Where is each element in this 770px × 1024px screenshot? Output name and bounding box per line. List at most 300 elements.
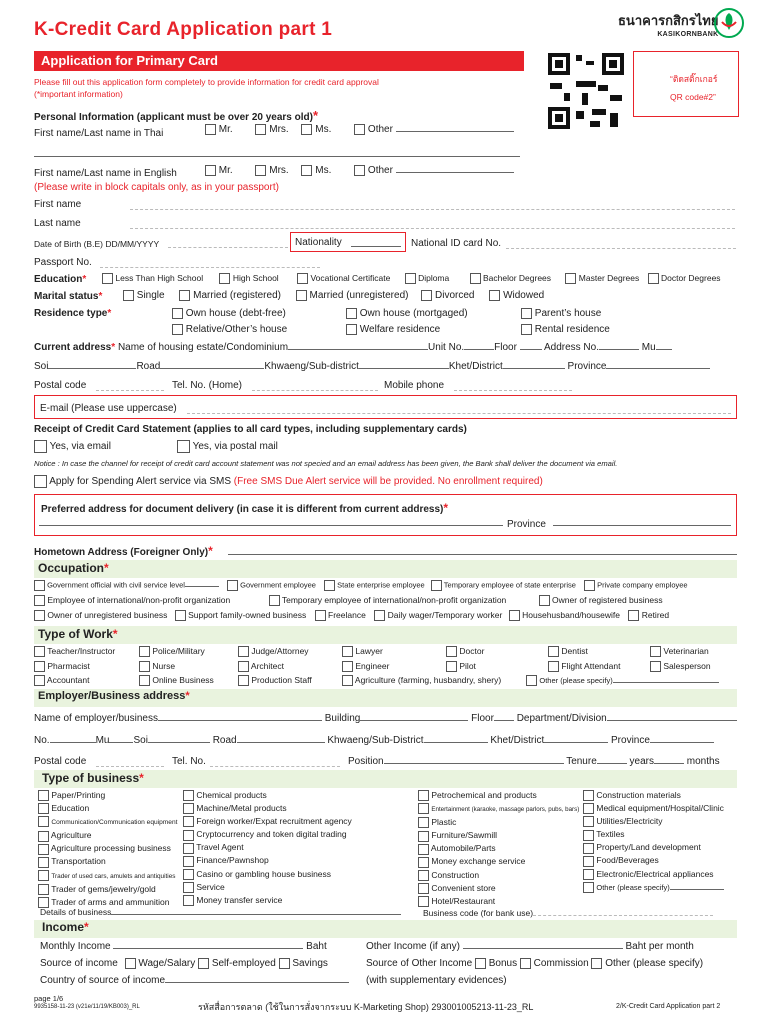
business-checkbox[interactable] (38, 816, 49, 827)
name-en-label: First name/Last name in English (34, 168, 177, 179)
employer-heading: Employer/Business address* (38, 690, 190, 702)
hometown-label: Hometown Address (Foreigner Only)* (34, 544, 213, 558)
marital-option-label: Married (registered) (193, 290, 281, 302)
work-checkbox[interactable] (34, 661, 45, 672)
unit-input[interactable] (464, 349, 494, 350)
business-checkbox[interactable] (38, 870, 49, 881)
country-input[interactable] (165, 982, 349, 983)
commission-label: Commission (533, 958, 589, 970)
residence-mortgaged (346, 308, 468, 319)
business-option-label: Casino or gambling house business (196, 868, 332, 879)
name-thai-label: First name/Last name in Thai (34, 128, 164, 139)
mr-checkbox[interactable] (205, 165, 216, 176)
khet-label: Khet/District (448, 361, 503, 372)
work-col-6 (548, 644, 620, 673)
business-checkbox[interactable] (38, 790, 49, 801)
title-options-en (205, 165, 514, 176)
mu-input[interactable] (109, 742, 133, 743)
savings-label: Savings (292, 958, 328, 970)
ms-label: Ms. (315, 124, 332, 136)
business-checkbox[interactable] (183, 856, 194, 867)
work-option-label: Pharmacist (47, 660, 90, 671)
employer-name-label: Name of employer/business (34, 713, 158, 724)
other-source-row (366, 958, 703, 969)
work-band (34, 626, 737, 644)
business-checkbox[interactable] (418, 883, 429, 894)
occ-freelance-checkbox[interactable] (315, 610, 326, 621)
other-income-row (366, 941, 694, 952)
province-label: Province (611, 735, 650, 746)
work-checkbox[interactable] (34, 675, 45, 686)
monthly-income-input[interactable] (113, 948, 303, 949)
statement-post-label: Yes, via postal mail (192, 441, 278, 453)
residence-label: Residence type* (34, 308, 112, 319)
occ-option-label: Temporary employee of international/non-profit organization (281, 595, 507, 605)
bank-logo-text (618, 10, 718, 38)
khet-input[interactable] (503, 368, 565, 369)
email-box (34, 395, 737, 419)
soi-input[interactable] (148, 742, 210, 743)
bonus-checkbox[interactable] (475, 958, 486, 969)
residence-checkbox[interactable] (521, 324, 532, 335)
residence-parents (521, 308, 601, 319)
commission-checkbox[interactable] (520, 958, 531, 969)
other-checkbox[interactable] (354, 124, 365, 135)
occ-option-label: State enterprise employee (337, 580, 425, 590)
tenure-years-input[interactable] (597, 763, 627, 764)
block-capitals-note: (Please write in block capitals only, as in your passport) (34, 182, 279, 193)
monthly-income-label: Monthly Income (40, 941, 111, 952)
residence-checkbox[interactable] (521, 308, 532, 319)
mrs-checkbox[interactable] (255, 124, 266, 135)
business-checkbox[interactable] (583, 803, 594, 814)
occupation-row-2 (34, 595, 663, 606)
business-option-label: Communication/Communication equipment (51, 819, 178, 827)
business-option-label: Utilities/Electricity (596, 816, 663, 827)
mu-label: Mu (95, 735, 110, 746)
occ-option-label: Support family-owned business (188, 610, 307, 620)
business-checkbox[interactable] (183, 895, 194, 906)
occ-intl-checkbox[interactable] (34, 595, 45, 606)
business-checkbox[interactable] (183, 882, 194, 893)
edu-option-label: Doctor Degrees (661, 273, 721, 283)
email-label: E-mail (Please use uppercase) (40, 403, 177, 414)
khwaeng-input[interactable] (424, 742, 488, 743)
dob-input[interactable] (168, 238, 288, 248)
soi-input[interactable] (48, 368, 136, 369)
preferred-address-input[interactable] (39, 525, 503, 526)
occ-family-checkbox[interactable] (175, 610, 186, 621)
occ-private-checkbox[interactable] (584, 580, 595, 591)
province-input[interactable] (606, 368, 710, 369)
mrs-label: Mrs. (269, 165, 289, 177)
business-option-label: Trader of used cars, amulets and antiquities (51, 872, 176, 880)
housing-input[interactable] (288, 349, 428, 350)
business-checkbox[interactable] (183, 816, 194, 827)
address-no-input[interactable] (599, 349, 639, 350)
occ-option-label: Owner of registered business (552, 595, 663, 605)
business-option-label: Agriculture (50, 830, 92, 841)
other-source-checkbox[interactable] (591, 958, 602, 969)
work-checkbox[interactable] (342, 675, 353, 686)
business-checkbox[interactable] (583, 856, 594, 867)
work-option-label: Engineer (355, 660, 390, 671)
business-checkbox[interactable] (38, 884, 49, 895)
business-option-label: Electronic/Electrical appliances (596, 868, 714, 879)
mu-input[interactable] (656, 349, 672, 350)
ms-checkbox[interactable] (301, 124, 312, 135)
last-name-input[interactable] (130, 219, 735, 229)
business-checkbox[interactable] (38, 803, 49, 814)
business-checkbox[interactable] (583, 816, 594, 827)
edu-option-label: Bachelor Degrees (483, 273, 552, 283)
business-option-label: Construction (431, 869, 480, 880)
business-checkbox[interactable] (38, 831, 49, 842)
business-checkbox[interactable] (583, 843, 594, 854)
business-code-label: Business code (for bank use) (423, 908, 534, 918)
work-checkbox[interactable] (446, 661, 457, 672)
occ-temp-intl-checkbox[interactable] (269, 595, 280, 606)
other-input[interactable] (396, 172, 514, 173)
tenure-label: Tenure (566, 756, 597, 767)
edu-option-label: Vocational Certificate (310, 273, 391, 283)
first-name-input[interactable] (130, 200, 735, 210)
business-col-2 (183, 789, 352, 907)
mr-label: Mr. (218, 124, 233, 136)
road-input[interactable] (160, 368, 264, 369)
unit-label: Unit No. (428, 342, 465, 353)
business-option-label: Machine/Metal products (196, 803, 287, 814)
sticker-label: “ติดสติ๊กเกอร์ (670, 74, 718, 84)
employer-tel-input[interactable] (210, 757, 340, 767)
wage-label: Wage/Salary (138, 958, 196, 970)
marital-label: Marital status* (34, 291, 103, 302)
residence-checkbox[interactable] (346, 308, 357, 319)
tel-home-input[interactable] (252, 381, 378, 391)
months-label: months (686, 756, 720, 767)
work-col-2 (139, 644, 214, 688)
residence-own-free (172, 308, 286, 319)
work-option-label: Pilot (459, 660, 476, 671)
work-checkbox[interactable] (238, 675, 249, 686)
form-code: 9935158-11-23 (v21e/11/19/KB003)_RL (34, 1004, 140, 1010)
employer-name-input[interactable] (158, 720, 322, 721)
residence-checkbox[interactable] (346, 324, 357, 335)
residence-welfare (346, 324, 440, 335)
business-checkbox[interactable] (418, 831, 429, 842)
occ-option-label: Private company employee (597, 580, 688, 590)
business-checkbox[interactable] (583, 790, 594, 801)
preferred-province-label: Province (507, 519, 546, 530)
personal-heading: Personal Information (applicant must be over 20 years old)* (34, 108, 319, 123)
occ-unregistered-checkbox[interactable] (34, 610, 45, 621)
business-checkbox[interactable] (183, 869, 194, 880)
bank-name-thai: ธนาคารกสิกรไทย (618, 13, 719, 28)
business-details-row (40, 907, 401, 917)
business-option-label: Chemical products (196, 790, 267, 800)
edu-option-label: Less Than High School (115, 273, 204, 283)
khet-label: Khet/District (490, 735, 545, 746)
national-id-input[interactable] (506, 239, 736, 249)
floor-input[interactable] (494, 720, 514, 721)
occ-state-checkbox[interactable] (324, 580, 335, 591)
mobile-input[interactable] (454, 381, 572, 391)
occ-gov-official-checkbox[interactable] (34, 580, 45, 591)
business-checkbox[interactable] (418, 790, 429, 801)
mr-checkbox[interactable] (205, 124, 216, 135)
khwaeng-label: Khwaeng/Sub-District (327, 735, 424, 746)
marketing-code: รหัสสื่อการตลาด (ใช้ในการสั่งจากระบบ K-Marketing Shop) 293001005213-11-23_RL (198, 1002, 534, 1012)
bank-logo-icon (714, 8, 744, 38)
occ-option-label: Government employee (240, 580, 316, 590)
business-details-input[interactable] (111, 914, 401, 915)
business-checkbox[interactable] (418, 817, 429, 828)
ms-label: Ms. (315, 165, 332, 177)
business-code-row (423, 907, 713, 918)
work-option-label: Judge/Attorney (251, 646, 309, 656)
business-checkbox[interactable] (418, 857, 429, 868)
business-code-input[interactable] (533, 907, 713, 916)
nationality-label: Nationality (295, 237, 342, 248)
business-option-label: Trader of gems/jewelry/gold (51, 883, 156, 894)
occ-option-label: Owner of unregistered business (47, 610, 168, 620)
edu-doctor-checkbox[interactable] (648, 273, 659, 284)
marital-unregistered-checkbox[interactable] (296, 290, 307, 301)
wage-checkbox[interactable] (125, 958, 136, 969)
postal-label: Postal code (34, 380, 87, 391)
postal-input[interactable] (96, 381, 164, 391)
work-option-label: Other (please specify) (539, 676, 613, 685)
business-option-label: Entertainment (karaoke, massage parlors, pubs, bars) (431, 806, 580, 814)
other-input[interactable] (396, 131, 514, 132)
work-option-label: Flight Attendant (561, 660, 621, 671)
marital-divorced-checkbox[interactable] (421, 290, 432, 301)
work-checkbox[interactable] (526, 675, 537, 686)
khet-input[interactable] (544, 742, 608, 743)
business-option-label: Construction materials (596, 790, 681, 800)
work-checkbox[interactable] (548, 646, 559, 657)
business-checkbox[interactable] (583, 882, 594, 893)
preferred-address-box (34, 494, 737, 536)
title-options-thai (205, 124, 514, 135)
work-checkbox[interactable] (34, 646, 45, 657)
statement-post-checkbox[interactable] (177, 440, 190, 453)
work-other-input[interactable] (613, 682, 719, 683)
business-checkbox[interactable] (583, 869, 594, 880)
statement-email-checkbox[interactable] (34, 440, 47, 453)
work-checkbox[interactable] (342, 661, 353, 672)
business-checkbox[interactable] (418, 870, 429, 881)
business-option-label: Cryptocurrency and token digital trading (196, 829, 347, 840)
hometown-input[interactable] (228, 554, 737, 555)
mrs-label: Mrs. (269, 124, 289, 136)
self-employed-label: Self-employed (211, 958, 276, 970)
passport-label: Passport No. (34, 257, 92, 268)
occ-registered-checkbox[interactable] (539, 595, 550, 606)
nationality-input[interactable] (351, 237, 401, 247)
occupation-row-3 (34, 610, 669, 621)
nationality-box (290, 232, 406, 252)
other-income-input[interactable] (463, 948, 623, 949)
marital-married-checkbox[interactable] (179, 290, 190, 301)
edu-vocational-checkbox[interactable] (297, 273, 308, 284)
work-col-3 (238, 644, 312, 688)
residence-checkbox[interactable] (172, 324, 183, 335)
business-option-label: Transportation (51, 856, 106, 867)
employer-row-2 (34, 735, 714, 746)
marital-option-label: Married (unregistered) (309, 290, 409, 302)
edu-high-checkbox[interactable] (219, 273, 230, 284)
business-checkbox[interactable] (183, 790, 194, 801)
mu-label: Mu (641, 342, 656, 353)
sms-label: Apply for Spending Alert service via SMS (49, 476, 231, 488)
occ-retired-checkbox[interactable] (628, 610, 639, 621)
province-label: Province (567, 361, 607, 372)
occ-daily-checkbox[interactable] (374, 610, 385, 621)
self-employed-checkbox[interactable] (198, 958, 209, 969)
business-checkbox[interactable] (38, 844, 49, 855)
name-thai-input[interactable] (34, 156, 520, 157)
building-input[interactable] (360, 720, 468, 721)
edu-bachelor-checkbox[interactable] (470, 273, 481, 284)
country-row (40, 975, 349, 986)
work-checkbox[interactable] (548, 661, 559, 672)
occ-gov-employee-checkbox[interactable] (227, 580, 238, 591)
tel-home-label: Tel. No. (Home) (172, 380, 243, 391)
business-checkbox[interactable] (418, 844, 429, 855)
statement-post (177, 440, 278, 453)
residence-option-label: Own house (debt-free) (185, 308, 286, 320)
floor-input[interactable] (520, 349, 542, 350)
business-option-label: Trader of arms and ammunition (51, 896, 170, 907)
edu-less-checkbox[interactable] (102, 273, 113, 284)
business-option-label: Plastic (431, 817, 457, 828)
business-option-label: Hotel/Restaurant (431, 895, 496, 906)
tenure-months-input[interactable] (654, 763, 684, 764)
sms-checkbox[interactable] (34, 475, 47, 488)
bonus-label: Bonus (488, 958, 518, 970)
no-label: No. (34, 735, 50, 746)
current-address-label: Current address (34, 342, 112, 353)
marital-single-checkbox[interactable] (123, 290, 134, 301)
preferred-province-input[interactable] (553, 525, 731, 526)
passport-input[interactable] (100, 258, 320, 268)
business-option-label: Travel Agent (196, 842, 244, 853)
marital-option-label: Widowed (503, 290, 545, 302)
mr-label: Mr. (218, 165, 233, 177)
position-label: Position (348, 756, 384, 767)
occ-househusband-checkbox[interactable] (509, 610, 520, 621)
occ-option-label: Government official with civil service level (47, 580, 185, 590)
work-checkbox[interactable] (238, 646, 249, 657)
work-checkbox[interactable] (139, 661, 150, 672)
marital-widowed-checkbox[interactable] (489, 290, 500, 301)
soi-label: Soi (133, 735, 148, 746)
business-option-label: Food/Beverages (596, 855, 659, 866)
business-checkbox[interactable] (583, 830, 594, 841)
marital-option-label: Single (136, 290, 165, 302)
work-checkbox[interactable] (238, 661, 249, 672)
email-input[interactable] (187, 404, 731, 414)
work-checkbox[interactable] (342, 646, 353, 657)
business-option-label: Property/Land development (596, 842, 701, 853)
business-col-4 (583, 789, 724, 894)
business-checkbox[interactable] (418, 896, 429, 907)
current-address-row: Current address* Name of housing estate/Condominium Unit No. Floor Address No. Mu (34, 342, 672, 353)
dept-label: Department/Division (516, 713, 607, 724)
business-option-label: Finance/Pawnshop (196, 855, 269, 866)
address-row-2 (34, 361, 710, 372)
statement-email (34, 440, 111, 453)
work-option-label: Architect (250, 660, 284, 671)
work-checkbox[interactable] (446, 646, 457, 657)
occupation-band (34, 560, 737, 578)
mrs-checkbox[interactable] (255, 165, 266, 176)
other-source-label: Source of Other Income (366, 958, 473, 970)
savings-checkbox[interactable] (279, 958, 290, 969)
occ-option-label: Employee of international/non-profit organization (47, 595, 231, 605)
employer-row-1 (34, 713, 737, 724)
marital-options (123, 290, 544, 301)
residence-checkbox[interactable] (172, 308, 183, 319)
khwaeng-input[interactable] (359, 368, 449, 369)
work-heading: Type of Work* (38, 627, 118, 641)
floor-label: Floor (471, 713, 494, 724)
business-other-input[interactable] (670, 889, 724, 890)
work-checkbox[interactable] (139, 675, 150, 686)
province-input[interactable] (650, 742, 714, 743)
residence-option-label: Relative/Other’s house (185, 324, 288, 336)
business-checkbox[interactable] (418, 803, 429, 814)
business-option-label: Petrochemical and products (431, 790, 537, 800)
business-col-1 (38, 789, 177, 909)
work-option-label: Police/Military (152, 646, 205, 656)
address-no-label: Address No. (543, 342, 599, 353)
ms-checkbox[interactable] (301, 165, 312, 176)
work-option-label: Agriculture (farming, husbandry, shery) (354, 675, 502, 685)
business-checkbox[interactable] (183, 830, 194, 841)
baht-month-label: Baht per month (625, 941, 694, 952)
preferred-address-label: Preferred address for document delivery (in case it is different from current address)* (41, 501, 449, 515)
dept-input[interactable] (607, 720, 737, 721)
bank-name-en: KASIKORNBANK (657, 31, 719, 38)
position-input[interactable] (384, 763, 564, 764)
civil-level-input[interactable] (185, 586, 219, 587)
business-checkbox[interactable] (183, 803, 194, 814)
education-options (102, 273, 721, 284)
business-checkbox[interactable] (38, 857, 49, 868)
income-source-row (40, 958, 328, 969)
employer-postal-input[interactable] (96, 757, 164, 767)
no-input[interactable] (50, 742, 96, 743)
work-checkbox[interactable] (650, 646, 661, 657)
road-input[interactable] (237, 742, 325, 743)
residence-option-label: Own house (mortgaged) (359, 308, 468, 320)
edu-diploma-checkbox[interactable] (405, 273, 416, 284)
intro-note: (*important information) (34, 89, 123, 99)
edu-master-checkbox[interactable] (565, 273, 576, 284)
business-heading: Type of business* (42, 771, 144, 785)
work-checkbox[interactable] (139, 646, 150, 657)
business-checkbox[interactable] (183, 843, 194, 854)
business-option-label: Foreign worker/Expat recruitment agency (196, 816, 352, 827)
occ-temp-state-checkbox[interactable] (431, 580, 442, 591)
other-source-option-label: Other (please specify) (605, 958, 704, 970)
business-option-label: Service (196, 881, 225, 892)
work-checkbox[interactable] (650, 661, 661, 672)
other-checkbox[interactable] (354, 165, 365, 176)
page-number: page 1/6 (34, 994, 64, 1003)
